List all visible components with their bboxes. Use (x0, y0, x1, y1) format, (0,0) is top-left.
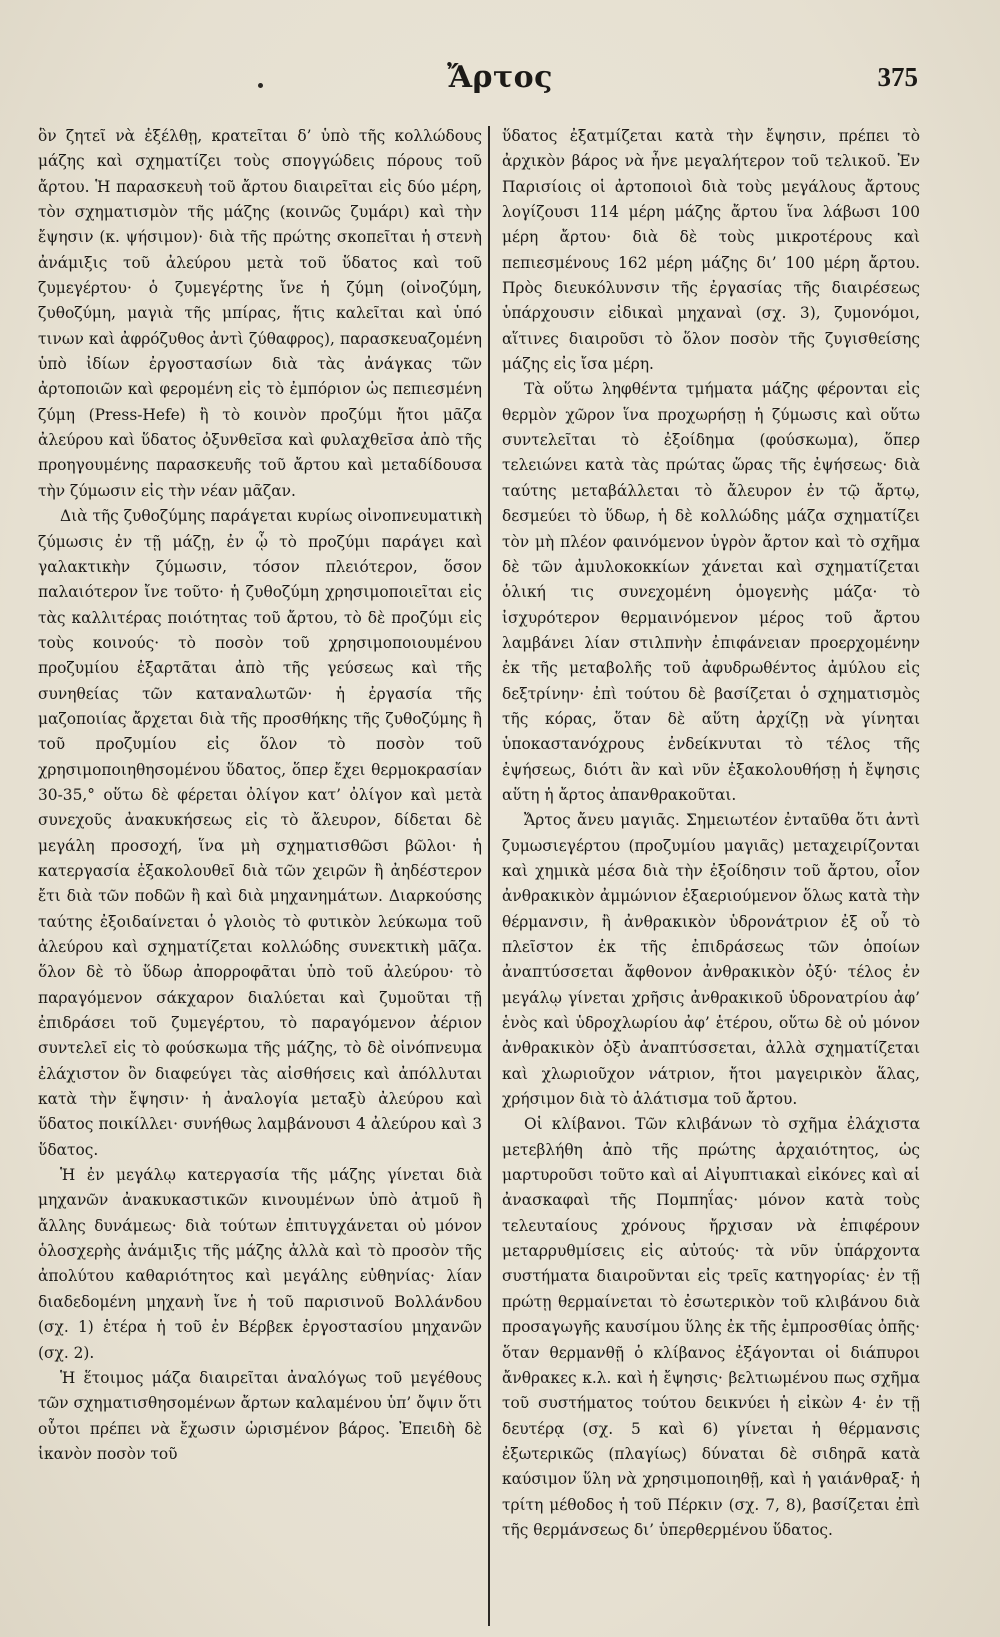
paragraph: Τὰ οὕτω ληφθέντα τμήματα μάζης φέρονται εἰς θερμὸν χῶρον ἵνα προχωρήσῃ ἡ ζύμωσις καὶ οὕτω συντελεῖται τὸ ἐξοίδημα (φούσκωμα), ὅπερ τελειώνει κατὰ τὰς πρώτας ὥρας τῆς ἐψήσεως· διὰ ταύτης μεταβάλλεται τὸ ἄλευρον ἐν τῷ ἄρτῳ, δεσμεύει τὸ ὕδωρ, ἡ δὲ κολλώδης μάζα σχηματίζει τὸν μὴ πλέον φαινόμενον ὑγρὸν ἄρτον καὶ τὸ σχῆμα δὲ τῶν ἀμυλοκοκκίων χάνεται καὶ σχηματίζεται ὁλική τις συνεχομένη ὁμογενὴς μάζα· τὸ ἰσχυρότερον θερμαινόμενον μέρος τοῦ ἄρτου λαμβάνει λίαν στιλπνὴν ἐπιφάνειαν προερχομένην ἐκ τῆς μεταβολῆς τοῦ ἀφυδρωθέντος ἀμύλου εἰς δεξτρίνην· ἐπὶ τούτου δὲ βασίζεται ὁ σχηματισμὸς τῆς κόρας, ὅταν δὲ αὕτη ἀρχίζῃ νὰ γίνηται ὑποκαστανόχρους ἐνδείκνυται τὸ τέλος τῆς ἐψήσεως, διότι ἂν καὶ νῦν ἐξακολουθήσῃ ἡ ἔψησις αὕτη ἡ ἄρτος ἀπανθρακοῦται. (502, 380, 920, 804)
paragraph: Ἡ ἐν μεγάλῳ κατεργασία τῆς μάζης γίνεται διὰ μηχανῶν ἀνακυκαστικῶν κινουμένων ὑπὸ ἀτμοῦ ἢ ἄλλης δυνάμεως· διὰ τούτων ἐπιτυγχάνεται οὐ μόνον ὁλοσχερὴς ἀνάμιξις τῆς μάζης ἀλλὰ καὶ τὸ προσὸν τῆς ἀπολύτου καθαριότητος καὶ μεγάλης εὐθηνίας· λίαν διαδεδομένη μηχανὴ ἴνε ἡ τοῦ παρισινοῦ Βολλάνδου (σχ. 1) ἑτέρα ἡ τοῦ ἐν Βέρβεκ ἐργοστασίου μηχανῶν (σχ. 2). (38, 1166, 482, 1362)
paragraph: Ἄρτος ἄνευ μαγιᾶς. Σημειωτέον ἐνταῦθα ὅτι ἀντὶ ζυμωσιεγέρτου (προζυμίου μαγιᾶς) μεταχειρίζονται καὶ χημικὰ μέσα διὰ τὴν ἐξοίδησιν τοῦ ἄρτου, οἷον ἀνθρακικὸν ἀμμώνιον ἐξαεριούμενον ὅλως κατὰ τὴν θέρμανσιν, ἢ ἀνθρακικὸν ὑδρονάτριον ἐξ οὗ τὸ πλεῖστον ἐκ τῆς ἐπιδράσεως τῶν ὁποίων ἀναπτύσσεται ἄφθονον ἀνθρακικὸν ὀξύ· τέλος ἐν μεγάλῳ γίνεται χρῆσις ἀνθρακικοῦ ὑδρονατρίου ἀφ’ ἑνὸς καὶ ὑδροχλωρίου ἀφ’ ἑτέρου, οὕτω δὲ οὐ μόνον ἀνθρακικὸν ὀξὺ ἀναπτύσσεται, ἀλλὰ σχηματίζεται καὶ χλωριοῦχον νάτριον, ἤτοι μαγειρικὸν ἅλας, χρήσιμον διὰ τὸ ἁλάτισμα τοῦ ἄρτου. (502, 811, 920, 1109)
paragraph: Ἡ ἕτοιμος μάζα διαιρεῖται ἀναλόγως τοῦ μεγέθους τῶν σχηματισθησομένων ἄρτων καλαμένου ὑπ’ ὄψιν ὅτι οὗτοι πρέπει νὰ ἔχωσιν ὡρισμένον βάρος. Ἐπειδὴ δὲ ἱκανὸν ποσὸν τοῦ (38, 1368, 482, 1463)
left-column (38, 124, 482, 1467)
column-divider (488, 126, 490, 1626)
ink-dot (258, 83, 263, 88)
paragraph: ὕδατος ἐξατμίζεται κατὰ τὴν ἔψησιν, πρέπει τὸ ἀρχικὸν βάρος νὰ ἦνε μεγαλήτερον τοῦ τελικοῦ. Ἐν Παρισίοις οἱ ἀρτοποιοὶ διὰ τοὺς μεγάλους ἄρτους λογίζουσι 114 μέρη μάζης ἄρτου ἵνα λάβωσι 100 μέρη ἄρτου· διὰ δὲ τοὺς μικροτέρους καὶ πεπιεσμένους 162 μέρη μάζης δι’ 100 μέρη ἄρτου. Πρὸς διευκόλυνσιν τῆς ἐργασίας τῆς διαιρέσεως ὑπάρχουσιν εἰδικαὶ μηχαναὶ (σχ. 3), ζυμονόμοι, αἵτινες διαιροῦσι τὸ ὅλον ποσὸν τῆς ζυγισθείσης μάζης εἰς ἴσα μέρη. (502, 127, 920, 374)
paragraph: Οἱ κλίβανοι. Τῶν κλιβάνων τὸ σχῆμα ἐλάχιστα μετεβλήθη ἀπὸ τῆς πρώτης ἀρχαιότητος, ὡς μαρτυροῦσι τοῦτο καὶ αἱ Αἰγυπτιακαὶ εἰκόνες καὶ αἱ ἀνασκαφαὶ τῆς Πομπηΐας· μόνον κατὰ τοὺς τελευταίους χρόνους ἤρχισαν νὰ ἐπιφέρουν μεταρρυθμίσεις εἰς αὐτούς· τὰ νῦν ὑπάρχοντα συστήματα διαιροῦνται εἰς τρεῖς κατηγορίας· ἐν τῇ πρώτῃ θερμαίνεται τὸ ἐσωτερικὸν τοῦ κλιβάνου διὰ προσαγωγῆς καυσίμου ὕλης ἐκ τῆς ἐμπροσθίας ὀπῆς· ὅταν θερμανθῇ ὁ κλίβανος ἐξάγονται οἱ διάπυροι ἄνθρακες κ.λ. καὶ ἡ ἔψησις· βελτιωμένου πως σχῆμα τοῦ συστήματος τούτου δεικνύει ἡ εἰκὼν 4· ἐν τῇ δευτέρᾳ (σχ. 5 καὶ 6) γίνεται ἡ θέρμανσις ἐξωτερικῶς (πλαγίως) δύναται δὲ σιδηρᾶ κατὰ καύσιμον ὕλη νὰ χρησιμοποιηθῇ, καὶ ἡ γαιάνθραξ· ἡ τρίτη μέθοδος ἡ τοῦ Πέρκιν (σχ. 7, 8), βασίζεται ἐπὶ τῆς θερμάνσεως δι’ ὑπερθερμένου ὕδατος. (502, 1115, 920, 1539)
page-number: 375 (877, 62, 918, 92)
paragraph: Διὰ τῆς ζυθοζύμης παράγεται κυρίως οἰνοπνευματικὴ ζύμωσις ἐν τῇ μάζῃ, ἐν ᾧ τὸ προζύμι παράγει καὶ γαλακτικὴν ζύμωσιν, τόσον πλειότερον, ὅσον παλαιότερον ἴνε τοῦτο· ἡ ζυθοζύμη χρησιμοποιεῖται εἰς τὰς καλλιτέρας ποιότητας τοῦ ἄρτου, τὸ δὲ προζύμι εἰς τοὺς κοινούς· τὸ ποσὸν τοῦ χρησιμοποιουμένου προζυμίου ἐξαρτᾶται ἀπὸ τῆς γεύσεως καὶ τῆς συνηθείας τῶν καταναλωτῶν· ἡ ἐργασία τῆς μαζοποιίας ἄρχεται διὰ τῆς προσθήκης τῆς ζυθοζύμης ἢ τοῦ προζυμίου εἰς ὅλον τὸ ποσὸν τοῦ χρησιμοποιηθησομένου ὕδατος, ὅπερ ἔχει θερμοκρασίαν 30-35,° οὕτω δὲ φέρεται ὀλίγον κατ’ ὀλίγον καὶ μετὰ συνεχοῦς ἀνακυκήσεως εἰς τὸ ἄλευρον, δίδεται δὲ μεγάλη προσοχή, ἵνα μὴ σχηματισθῶσι βῶλοι· ἡ κατεργασία ἐξακολουθεῖ διὰ τῶν χειρῶν ἢ ἀηδέστερον ἔτι διὰ τῶν ποδῶν ἢ καὶ διὰ μηχανημάτων. Διαρκούσης ταύτης ἐξοιδαίνεται ὁ γλοιὸς τὸ φυτικὸν λεύκωμα τοῦ ἀλεύρου καὶ σχηματίζεται κολλώδης συνεκτικὴ μᾶζα. ὅλον δὲ τὸ ὕδωρ ἀπορροφᾶται ὑπὸ τοῦ ἀλεύρου· τὸ παραγόμενον σάκχαρον διαλύεται καὶ ζυμοῦται τῇ ἐπιδράσει τοῦ ζυμεγέρτου, τὸ παραγόμενον ἀέριον συντελεῖ εἰς τὸ φούσκωμα τῆς μάζης, τὸ δὲ οἰνόπνευμα ἐλάχιστον ὂν διαφεύγει τὰς αἰσθήσεις καὶ ἀπόλλυται κατὰ τὴν ἔψησιν· ἡ ἀναλογία μεταξὺ ἀλεύρου καὶ ὕδατος ποικίλλει· συνήθως λαμβάνουσι 4 ἀλεύρου καὶ 3 ὕδατος. (38, 507, 482, 1159)
right-column (502, 124, 920, 1543)
running-title: Ἄρτος (447, 60, 553, 95)
paragraph: ὃν ζητεῖ νὰ ἐξέλθῃ, κρατεῖται δ’ ὑπὸ τῆς κολλώδους μάζης καὶ σχηματίζει τοὺς σπογγώδεις πόρους τοῦ ἄρτου. Ἡ παρασκευὴ τοῦ ἄρτου διαιρεῖται εἰς δύο μέρη, τὸν σχηματισμὸν τῆς μάζης (κοινῶς ζυμάρι) καὶ τὴν ἔψησιν (κ. ψήσιμον)· διὰ τῆς πρώτης σκοπεῖται ἡ στενὴ ἀνάμιξις τοῦ ἀλεύρου μετὰ τοῦ ὕδατος καὶ τοῦ ζυμεγέρτου· ὁ ζυμεγέρτης ἴνε ἡ ζύμη (οἰνοζύμη, ζυθοζύμη, μαγιὰ τῆς μπίρας, ἥτις καλεῖται καὶ ὑπό τινων καὶ ἀφρόζυθος ἀντὶ ζύθαφρος), παρασκευαζομένη ὑπὸ ἰδίων ἐργοστασίων διὰ τὰς ἀνάγκας τῶν ἀρτοποιῶν καὶ φερομένη εἰς τὸ ἐμπόριον ὡς πεπιεσμένη ζύμη (Press-Hefe) ἢ τὸ κοινὸν προζύμι ἤτοι μᾶζα ἀλεύρου καὶ ὕδατος ὀξυνθεῖσα καὶ φυλαχθεῖσα ἀπὸ τῆς προηγουμένης παρασκευῆς τοῦ ἄρτου καὶ μεταδίδουσα τὴν ζύμωσιν εἰς τὴν νέαν μᾶζαν. (38, 127, 482, 500)
